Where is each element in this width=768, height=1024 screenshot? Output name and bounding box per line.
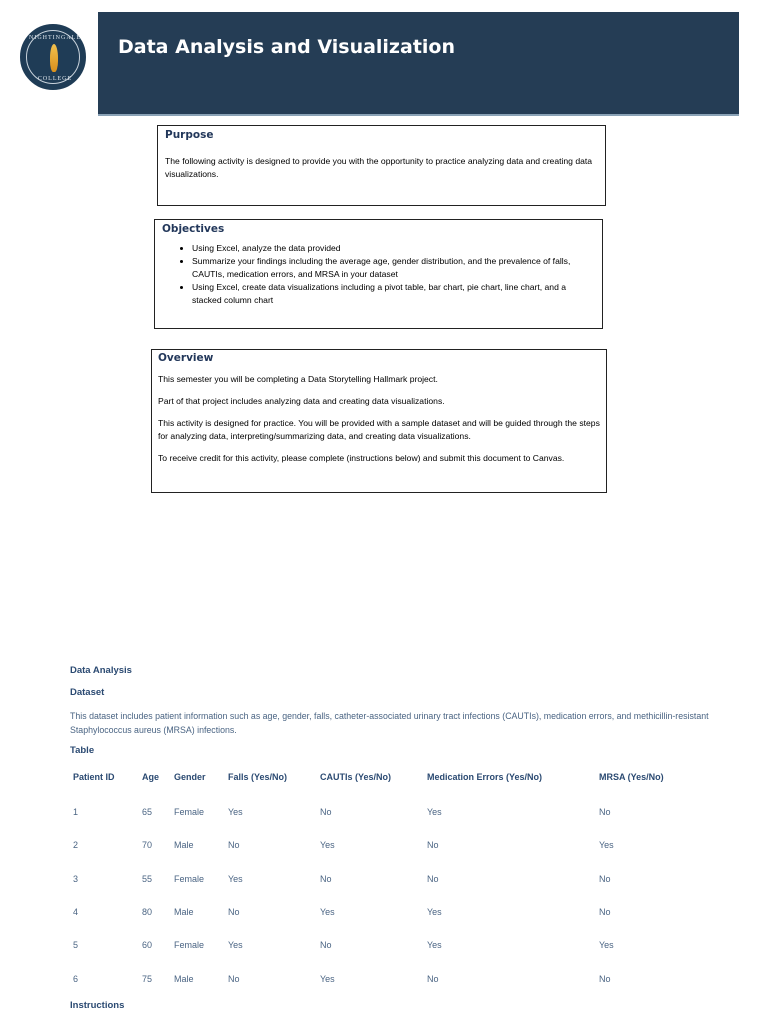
table-cell: 75	[142, 974, 153, 984]
table-cell: 60	[142, 940, 153, 950]
purpose-text: The following activity is designed to provide you with the opportunity to practice analyzing data and creating data visualizations.	[165, 156, 593, 179]
table-heading: Table	[70, 745, 95, 756]
instructions-heading: Instructions	[70, 1000, 125, 1011]
table-cell: 80	[142, 907, 153, 917]
header-cell: Medication Errors (Yes/No)	[427, 772, 543, 782]
logo-top-text: NIGHTINGALE	[29, 35, 81, 41]
table-cell: Female	[174, 940, 205, 950]
purpose-heading: Purpose	[165, 129, 214, 141]
overview-paragraph: This semester you will be completing a Data Storytelling Hallmark project.	[158, 374, 438, 384]
table-cell: Male	[174, 974, 194, 984]
flame-icon	[50, 44, 58, 72]
table-cell: Yes	[320, 840, 335, 850]
table-cell: Yes	[228, 807, 243, 817]
header-cell: MRSA (Yes/No)	[599, 772, 664, 782]
table-cell: 4	[73, 907, 79, 917]
table-cell: Male	[174, 907, 194, 917]
college-logo	[20, 24, 86, 90]
table-cell: Male	[174, 840, 194, 850]
table-cell: No	[427, 874, 439, 884]
table-cell: Female	[174, 807, 205, 817]
table-cell: 55	[142, 874, 153, 884]
table-cell: No	[599, 807, 611, 817]
table-cell: 70	[142, 840, 153, 850]
table-cell: No	[320, 874, 332, 884]
table-cell: Yes	[228, 874, 243, 884]
table-cell: No	[599, 974, 611, 984]
purpose-box	[157, 125, 606, 206]
table-cell: No	[320, 807, 332, 817]
table-cell: No	[228, 840, 240, 850]
table-cell: Yes	[427, 940, 442, 950]
header-cell: Age	[142, 772, 160, 782]
overview-box	[151, 349, 607, 493]
objective-item: • Summarize your findings including the average age, gender distribution, and the prevalence of falls, CAUTIs, medication errors, and MRSA in your dataset	[192, 255, 595, 281]
logo-bottom-text: COLLEGE	[37, 76, 73, 82]
table-cell: Yes	[228, 940, 243, 950]
overview-paragraph: Part of that project includes analyzing data and creating data visualizations.	[158, 396, 445, 406]
table-cell: 2	[73, 840, 79, 850]
table-cell: 65	[142, 807, 153, 817]
table-cell: Female	[174, 874, 205, 884]
table-cell: Yes	[320, 974, 335, 984]
table-cell: 5	[73, 940, 79, 950]
header-cell: CAUTIs (Yes/No)	[320, 772, 392, 782]
table-cell: No	[320, 940, 332, 950]
overview-paragraph: To receive credit for this activity, please complete (instructions below) and submit this document to Canvas.	[158, 453, 565, 463]
dataset-heading: Dataset	[70, 687, 105, 698]
table-cell: Yes	[599, 840, 614, 850]
data-analysis-heading: Data Analysis	[70, 665, 132, 676]
header-banner	[98, 12, 739, 116]
objectives-box	[154, 219, 603, 329]
table-cell: No	[599, 907, 611, 917]
table-cell: Yes	[599, 940, 614, 950]
overview-paragraph: This activity is designed for practice. You will be provided with a sample dataset and will be guided through the steps for analyzing data, interpreting/summarizing data, and creating data visualizations.	[158, 418, 600, 441]
header-cell: Patient ID	[73, 772, 115, 782]
table-cell: No	[228, 907, 240, 917]
table-cell: No	[427, 974, 439, 984]
dataset-description: This dataset includes patient information such as age, gender, falls, catheter-associated urinary tract infections (CAUTIs), medication errors, and methicillin-resistant Staphylococcus aureus (MRSA) infections.	[70, 711, 709, 735]
table-cell: No	[228, 974, 240, 984]
table-cell: No	[427, 840, 439, 850]
table-cell: Yes	[427, 807, 442, 817]
table-cell: Yes	[320, 907, 335, 917]
table-cell: 6	[73, 974, 79, 984]
overview-heading: Overview	[158, 352, 214, 364]
objective-item: • Using Excel, create data visualizations including a pivot table, bar chart, pie chart, line chart, and a stacked column chart	[192, 281, 595, 307]
header-cell: Gender	[174, 772, 206, 782]
table-cell: 1	[73, 807, 79, 817]
objectives-list	[162, 242, 595, 307]
page-title: Data Analysis and Visualization	[118, 36, 455, 58]
table-cell: 3	[73, 874, 79, 884]
table-cell: Yes	[427, 907, 442, 917]
header-cell: Falls (Yes/No)	[228, 772, 288, 782]
objectives-heading: Objectives	[162, 223, 225, 235]
objective-item: • Using Excel, analyze the data provided	[192, 242, 595, 255]
table-cell: No	[599, 874, 611, 884]
